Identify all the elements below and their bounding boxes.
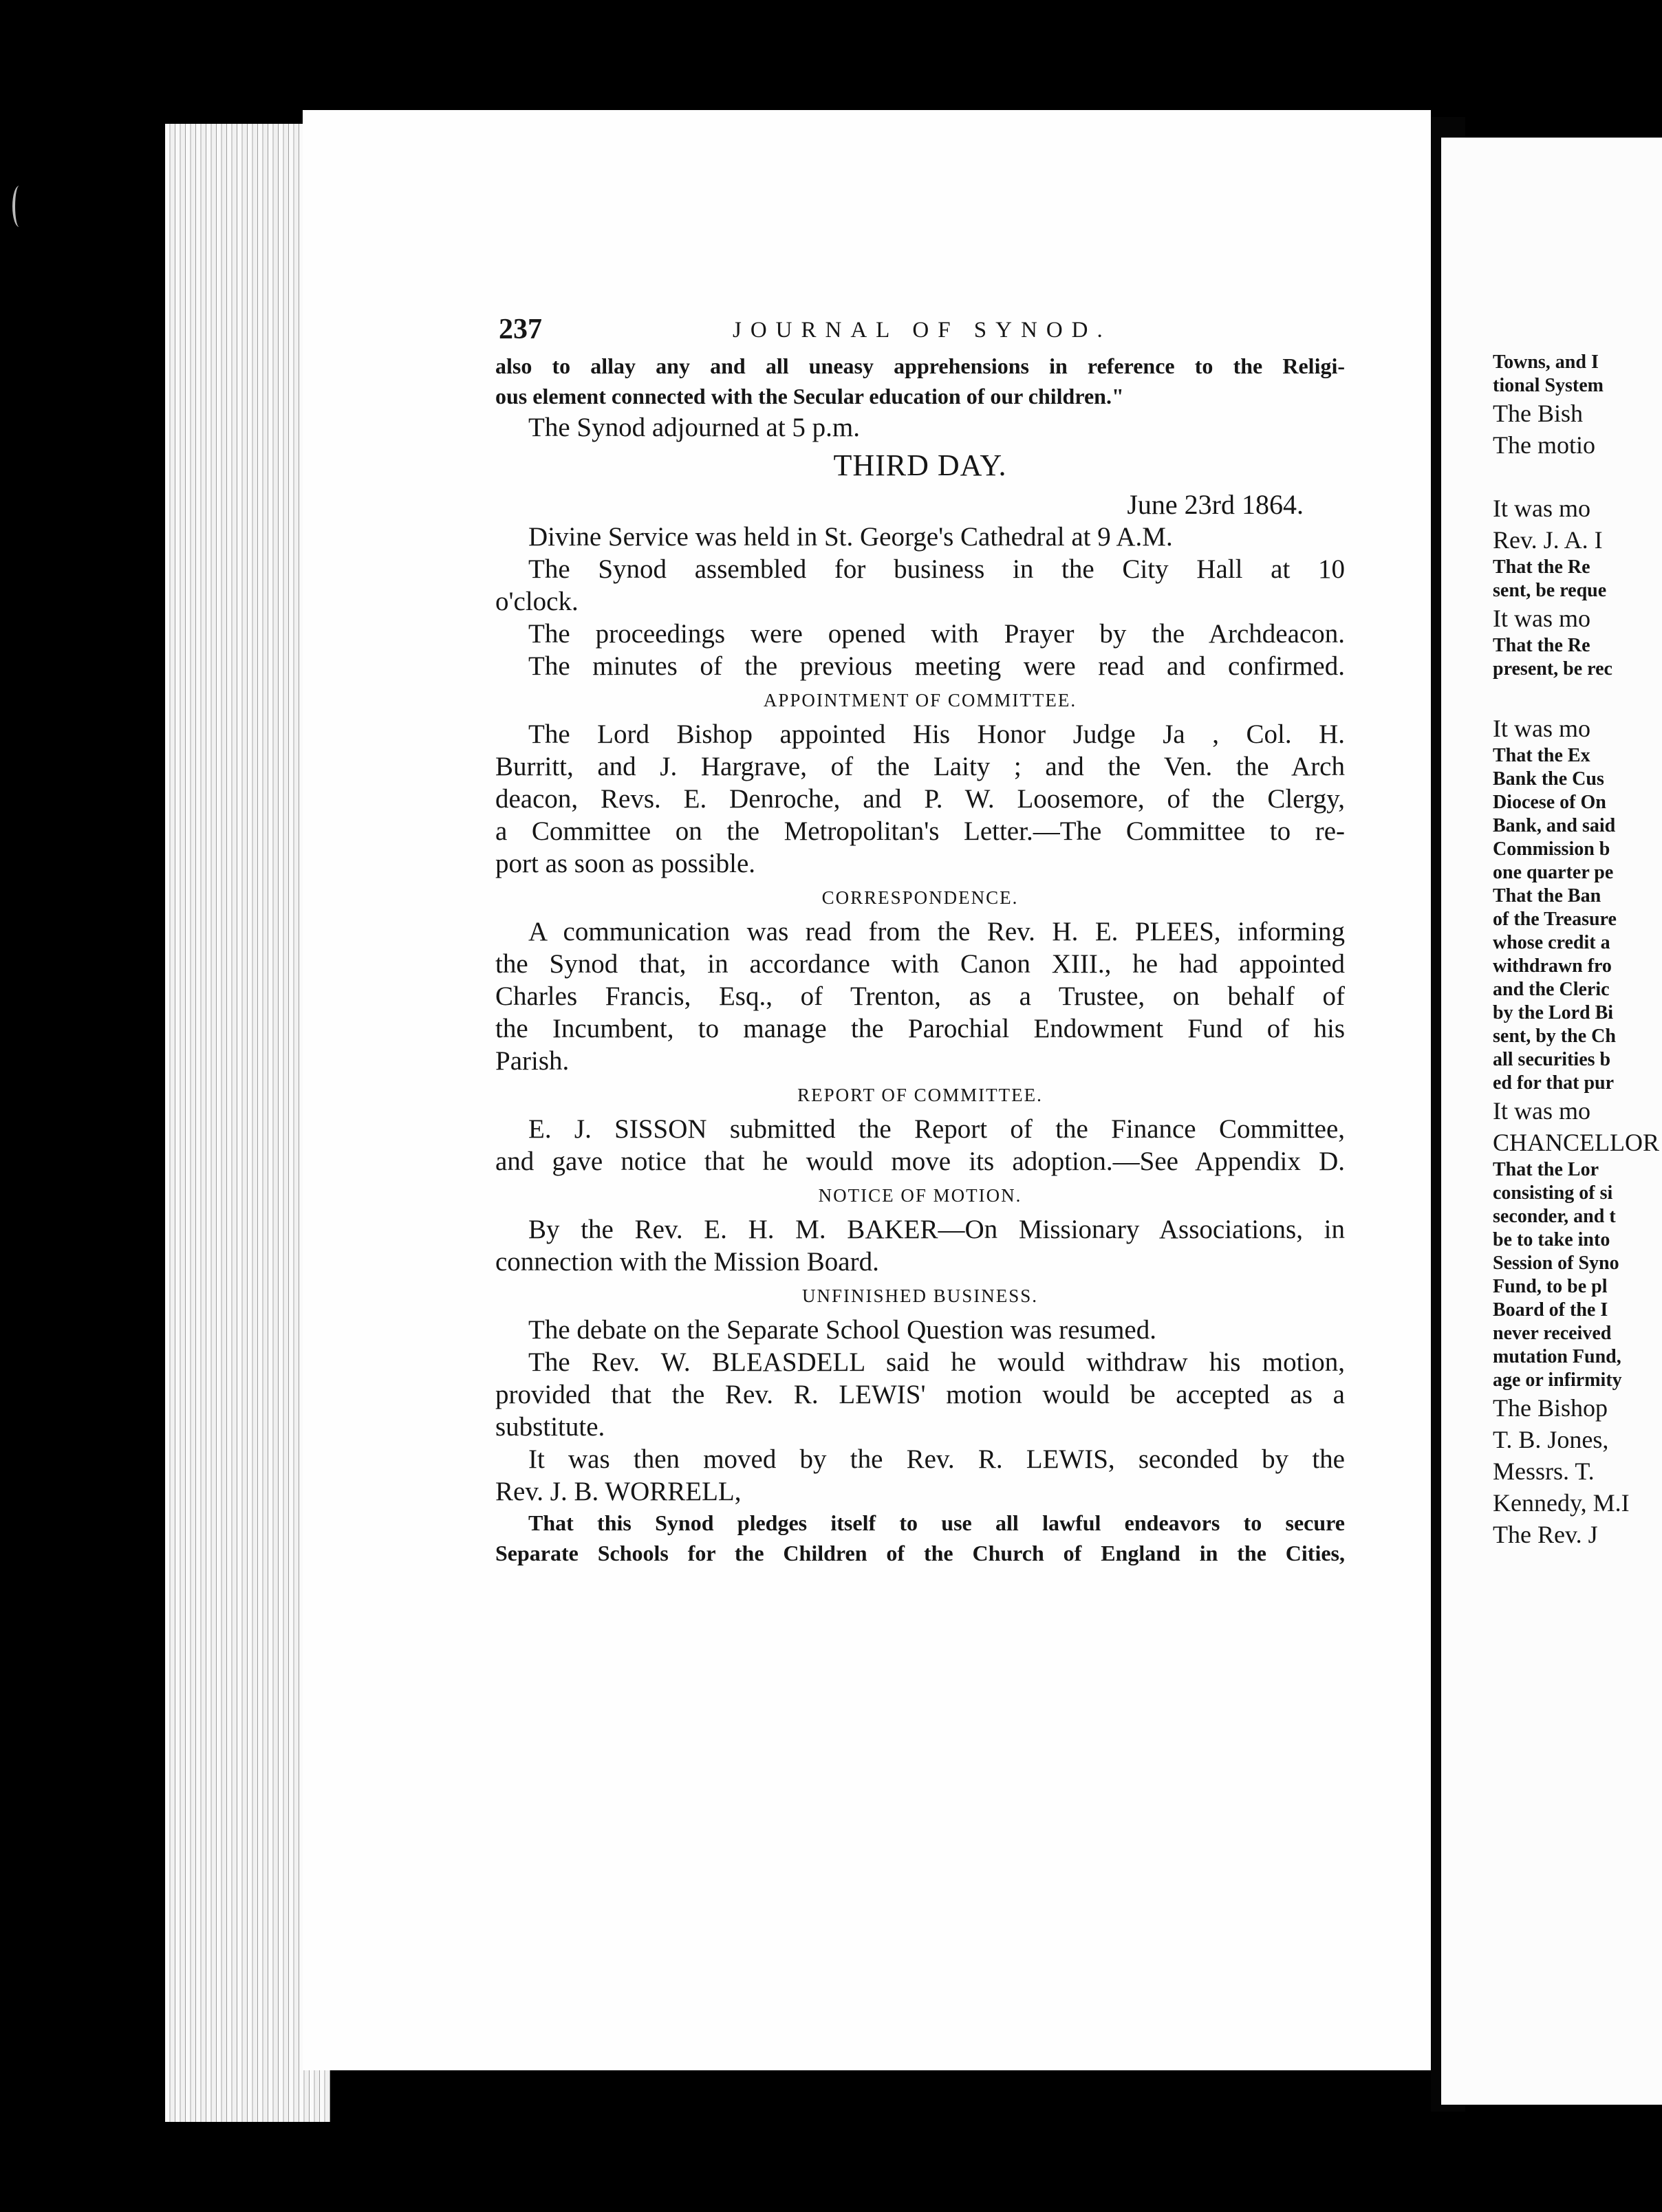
text-line: Diocese of On: [1493, 792, 1606, 813]
text-line: The Lord Bishop appointed His Honor Judge Ja , Col. H.: [528, 719, 1345, 749]
text-line: the Incumbent, to manage the Parochial Endowment Fund of his: [495, 1014, 1345, 1043]
subsection-heading: REPORT OF COMMITTEE.: [797, 1085, 1043, 1105]
text-line: sent, be reque: [1493, 580, 1607, 601]
text-line: The Rev. J: [1493, 1521, 1598, 1548]
text-line: The Bish: [1493, 400, 1583, 427]
text-line: all securities b: [1493, 1049, 1611, 1070]
left-text-lines: [495, 351, 1345, 1568]
text-line: age or infirmity: [1493, 1369, 1622, 1391]
text-line: E. J. SISSON submitted the Report of the Finance Committee,: [528, 1114, 1345, 1144]
text-line: A communication was read from the Rev. H. E. PLEES, informing: [528, 917, 1345, 946]
text-line: That the Ex: [1493, 745, 1590, 766]
text-line: It was mo: [1493, 1097, 1590, 1125]
text-line: [1493, 461, 1662, 492]
subsection-heading: CORRESPONDENCE.: [821, 887, 1019, 908]
text-line: Charles Francis, Esq., of Trenton, as a Trustee, on behalf of: [495, 982, 1345, 1011]
text-line: consisting of si: [1493, 1182, 1613, 1204]
text-line: never received: [1493, 1323, 1612, 1344]
text-line: one quarter pe: [1493, 862, 1614, 883]
text-line: The Rev. W. BLEASDELL said he would withdraw his motion,: [528, 1347, 1345, 1377]
text-line: Commission b: [1493, 838, 1610, 860]
text-line: ed for that pur: [1493, 1072, 1615, 1094]
text-line: By the Rev. E. H. M. BAKER—On Missionary Associations, in: [528, 1215, 1345, 1244]
running-title: JOURNAL OF SYNOD.: [733, 318, 1112, 343]
text-line: The proceedings were opened with Prayer by the Archdeacon.: [528, 619, 1345, 649]
text-line: and gave notice that he would move its adoption.—See Appendix D.: [495, 1147, 1345, 1176]
text-line: The Synod assembled for business in the City Hall at 10: [528, 554, 1345, 584]
text-line: o'clock.: [495, 587, 579, 616]
text-line: Session of Syno: [1493, 1253, 1619, 1274]
text-line: It was mo: [1493, 715, 1590, 742]
text-line: of the Treasure: [1493, 909, 1617, 930]
text-line: Rev. J. A. I: [1493, 526, 1603, 554]
margin-mark: [12, 186, 26, 227]
subsection-heading: UNFINISHED BUSINESS.: [801, 1286, 1039, 1306]
text-line: Bank the Cus: [1493, 768, 1604, 790]
left-page-text: [495, 310, 1345, 1568]
text-line: That the Ban: [1493, 885, 1601, 907]
text-line: The motio: [1493, 431, 1595, 459]
text-line: a Committee on the Metropolitan's Letter.—The Committee to re-: [495, 816, 1345, 846]
text-line: Towns, and I: [1493, 351, 1599, 373]
text-line: and the Cleric: [1493, 979, 1610, 1000]
text-line: CHANCELLOR: [1493, 1129, 1659, 1156]
text-line: Parish.: [495, 1046, 570, 1076]
text-line: present, be rec: [1493, 658, 1612, 680]
text-line: The debate on the Separate School Question was resumed.: [528, 1315, 1156, 1345]
text-line: Separate Schools for the Children of the Church of England in the Cities,: [495, 1541, 1345, 1565]
text-line: Kennedy, M.I: [1493, 1489, 1630, 1517]
text-line: be to take into: [1493, 1229, 1610, 1250]
text-line: T. B. Jones,: [1493, 1426, 1609, 1453]
text-line: That the Re: [1493, 635, 1590, 656]
text-line: whose credit a: [1493, 932, 1610, 953]
text-line: Bank, and said: [1493, 815, 1616, 836]
text-line: That the Re: [1493, 556, 1590, 578]
text-line: The Synod adjourned at 5 p.m.: [528, 413, 860, 442]
text-line: ous element connected with the Secular education of our children.": [495, 384, 1124, 409]
text-line: deacon, Revs. E. Denroche, and P. W. Loosemore, of the Clergy,: [495, 784, 1345, 814]
text-line: tional System: [1493, 375, 1604, 396]
text-line: That the Lor: [1493, 1159, 1599, 1180]
text-line: mutation Fund,: [1493, 1346, 1621, 1367]
text-line: provided that the Rev. R. LEWIS' motion would be accepted as a: [495, 1380, 1345, 1409]
text-line: That this Synod pledges itself to use all lawful endeavors to secure: [528, 1510, 1345, 1535]
right-page-text: [1493, 351, 1662, 1550]
text-line: port as soon as possible.: [495, 849, 756, 878]
text-line: It was then moved by the Rev. R. LEWIS, seconded by the: [528, 1444, 1345, 1474]
text-line: Divine Service was held in St. George's Cathedral at 9 A.M.: [528, 522, 1173, 552]
text-line: Board of the I: [1493, 1299, 1608, 1321]
text-line: [1493, 681, 1662, 713]
text-line: Fund, to be pl: [1493, 1276, 1608, 1297]
text-line: connection with the Mission Board.: [495, 1247, 879, 1277]
page-header: [495, 310, 1345, 351]
subsection-heading: APPOINTMENT OF COMMITTEE.: [763, 690, 1077, 711]
text-line: It was mo: [1493, 605, 1590, 632]
text-line: the Synod that, in accordance with Canon XIII., he had appointed: [495, 949, 1345, 979]
subsection-heading: NOTICE OF MOTION.: [818, 1185, 1022, 1206]
text-line: by the Lord Bi: [1493, 1002, 1614, 1023]
text-line: also to allay any and all uneasy apprehensions in reference to the Religi-: [495, 354, 1345, 378]
text-line: June 23rd 1864.: [1127, 489, 1304, 520]
text-line: Burritt, and J. Hargrave, of the Laity ; and the Ven. the Arch: [495, 752, 1345, 781]
text-line: substitute.: [495, 1412, 605, 1442]
text-line: seconder, and t: [1493, 1206, 1616, 1227]
text-line: withdrawn fro: [1493, 955, 1612, 977]
section-heading: THIRD DAY.: [833, 448, 1007, 482]
text-line: Rev. J. B. WORRELL,: [495, 1477, 742, 1506]
text-line: It was mo: [1493, 495, 1590, 522]
text-line: Messrs. T.: [1493, 1457, 1595, 1485]
right-text-lines: [1493, 351, 1662, 1550]
text-line: sent, by the Ch: [1493, 1026, 1616, 1047]
text-line: The Bishop: [1493, 1394, 1608, 1422]
page-number: 237: [499, 314, 542, 345]
text-line: The minutes of the previous meeting were read and confirmed.: [528, 651, 1345, 681]
